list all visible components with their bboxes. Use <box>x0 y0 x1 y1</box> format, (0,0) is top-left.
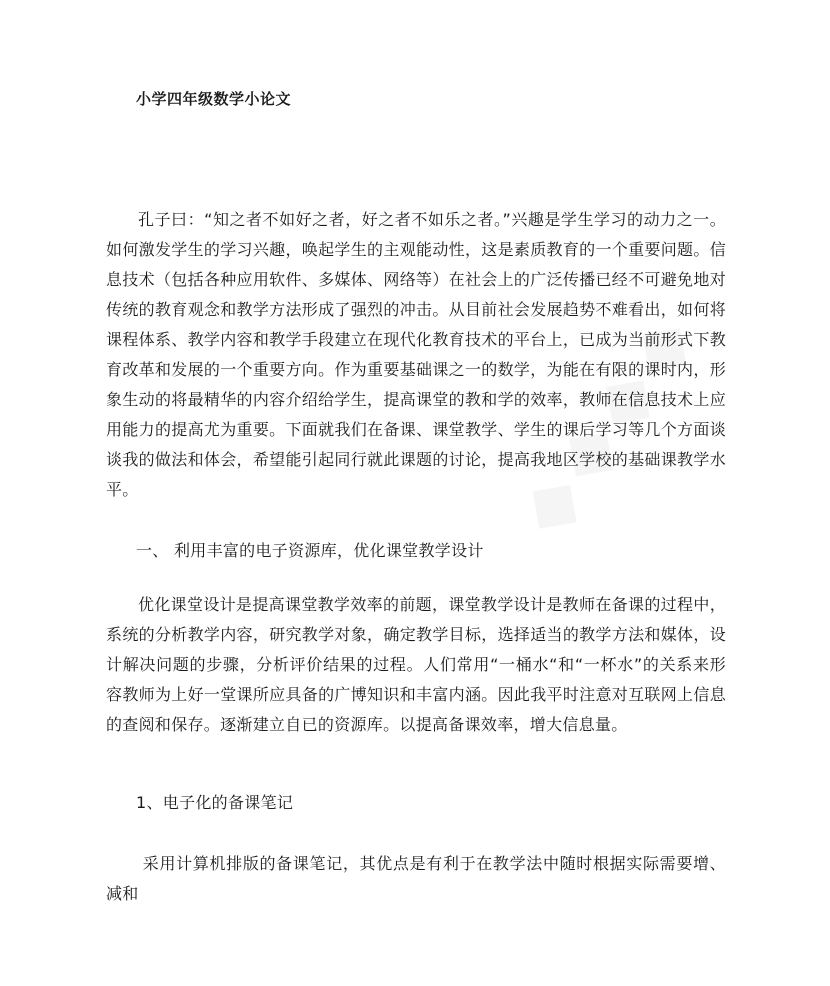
intro-paragraph: 孔子曰：“知之者不如好之者，好之者不如乐之者。”兴趣是学生学习的动力之一。如何激发学生的学习兴趣，唤起学生的主观能动性，这是素质教育的一个重要问题。信息技术（包括各种应用软件、多媒体、网络等）在社会上的广泛传播已经不可避免地对传统的教育观念和教学方法形成了强烈的冲击。从目前社会发展趋势不难看出，如何将课程体系、教学内容和教学手段建立在现代化教育技术的平台上，已成为当前形式下教育改革和发展的一个重要方向。作为重要基础课之一的数学，为能在有限的课时内，形象生动的将最精华的内容介绍给学生，提高课堂的教和学的效率，教师在信息技术上应用能力的提高尤为重要。下面就我们在备课、课堂教学、学生的课后学习等几个方面谈谈我的做法和体会，希望能引起同行就此课题的讨论，提高我地区学校的基础课教学水平。 <box>106 210 726 499</box>
subsection-heading: 1、电子化的备课笔记 <box>136 793 294 812</box>
section-paragraph: 优化课堂设计是提高课堂教学效率的前题，课堂教学设计是教师在备课的过程中，系统的分析教学内容，研究教学对象，确定教学目标，选择适当的教学方法和媒体，设计解决问题的步骤，分析评价结果的过程。人们常用“一桶水“和“一杯水”的关系来形容教师为上好一堂课所应具备的广博知识和丰富内涵。因此我平时注意对互联网上信息的查阅和保存。逐渐建立自已的资源库。以提高备课效率，增大信息量。 <box>106 595 726 734</box>
subsection-paragraph: 采用计算机排版的备课笔记，其优点是有利于在教学法中随时根据实际需要增、减和 <box>106 854 726 903</box>
section-heading: 一、 利用丰富的电子资源库，优化课堂教学设计 <box>136 541 484 560</box>
document-title: 小学四年级数学小论文 <box>136 90 292 108</box>
